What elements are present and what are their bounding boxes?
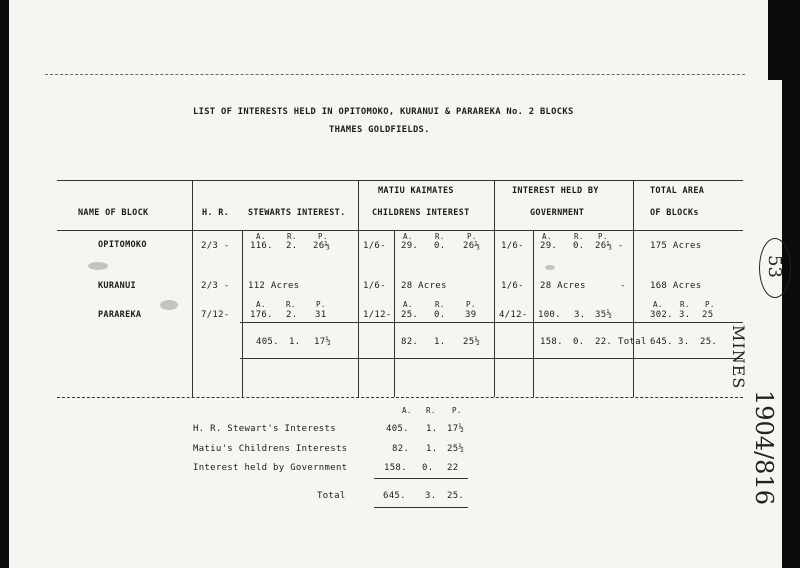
row-pareka-matiu-a: 25. (401, 310, 419, 320)
scan-edge-left (0, 0, 9, 568)
col-divider-6 (533, 230, 534, 397)
mines-stamp: MINES (729, 325, 748, 390)
subtotal-gov-a: 158. (540, 337, 563, 347)
unit-a: A. (653, 300, 663, 309)
unit-r: R. (435, 300, 445, 309)
unit-a: A. (542, 232, 552, 241)
subtotal-matiu-a: 82. (401, 337, 419, 347)
scan-speck (160, 300, 178, 310)
table-top-rule (57, 180, 743, 181)
header-gov-1: INTEREST HELD BY (512, 186, 599, 196)
scan-edge-corner (768, 0, 782, 80)
subtotal-matiu-r: 1. (434, 337, 446, 347)
header-block: NAME OF BLOCK (78, 208, 149, 218)
row-kuranui-block: KURANUI (98, 281, 136, 291)
document-title: LIST OF INTERESTS HELD IN OPITOMOKO, KURANUI & PARAREKA No. 2 BLOCKS (193, 107, 574, 117)
summary-total-p: 25. (447, 491, 465, 501)
row-opitomoko-matiu-frac: 1/6- (363, 241, 386, 251)
row-pareka-stewart-frac: 7/12- (201, 310, 230, 320)
row-pareka-total-p: 25 (702, 310, 714, 320)
unit-r: R. (574, 232, 584, 241)
col-divider-3 (358, 180, 359, 397)
row-kuranui-gov-dash: - (620, 281, 626, 291)
summary-unit-p: P. (452, 406, 462, 415)
unit-a: A. (256, 300, 266, 309)
col-divider-2 (242, 230, 243, 397)
unit-p: P. (316, 300, 326, 309)
subtotal-stewart-r: 1. (289, 337, 301, 347)
header-total-2: OF BLOCKs (650, 208, 699, 218)
col-divider-1 (192, 180, 193, 397)
subtotal-bottom-rule (240, 358, 743, 359)
subtotal-stewart-p: 17½ (314, 337, 332, 347)
row-kuranui-gov-frac: 1/6- (501, 281, 524, 291)
header-matiu-1: MATIU KAIMATES (378, 186, 454, 196)
subtotal-gov-r: 0. (573, 337, 585, 347)
subtotal-stewart-a: 405. (256, 337, 279, 347)
row-opitomoko-matiu-p: 26⅓ (463, 241, 481, 251)
top-fold-line (45, 74, 745, 75)
summary-matiu-r: 1. (426, 444, 438, 454)
row-kuranui-matiu-frac: 1/6- (363, 281, 386, 291)
summary-gov-p: 22 (447, 463, 459, 473)
row-opitomoko-matiu-r: 0. (434, 241, 446, 251)
unit-a: A. (403, 232, 413, 241)
row-pareka-gov-p: 35½ (595, 310, 613, 320)
subtotal-total-a: 645. (650, 337, 673, 347)
row-kuranui-matiu-value: 28 Acres (401, 281, 447, 291)
unit-a: A. (403, 300, 413, 309)
row-opitomoko-gov-p: 26⅓ - (595, 241, 624, 251)
subtotal-total-label: Total (618, 337, 647, 347)
row-pareka-total-a: 302. (650, 310, 673, 320)
unit-p: P. (466, 300, 476, 309)
col-divider-5 (494, 180, 495, 397)
col-divider-4 (394, 230, 395, 397)
row-opitomoko-gov-r: 0. (573, 241, 585, 251)
summary-matiu-label: Matiu's Childrens Interests (193, 444, 348, 454)
summary-total-rule-bottom (374, 507, 468, 508)
subtotal-total-p: 25. (700, 337, 718, 347)
header-hr: H. R. (202, 208, 230, 218)
summary-stewart-label: H. R. Stewart's Interests (193, 424, 336, 434)
summary-stewart-p: 17½ (447, 424, 465, 434)
summary-gov-label: Interest held by Government (193, 463, 348, 473)
row-opitomoko-total: 175 Acres (650, 241, 702, 251)
reference-number-stamp: 1904/816 (750, 390, 778, 505)
row-pareka-stewart-a: 176. (250, 310, 273, 320)
row-opitomoko-stewart-r: 2. (286, 241, 298, 251)
row-opitomoko-gov-a: 29. (540, 241, 558, 251)
row-pareka-matiu-frac: 1/12- (363, 310, 392, 320)
document-subtitle: THAMES GOLDFIELDS. (329, 125, 430, 135)
summary-total-a: 645. (383, 491, 406, 501)
table-bottom-rule (57, 397, 743, 398)
header-stewart: STEWARTS INTEREST. (248, 208, 346, 218)
header-total-1: TOTAL AREA (650, 186, 705, 196)
row-pareka-matiu-r: 0. (434, 310, 446, 320)
unit-a: A. (256, 232, 266, 241)
scan-speck (545, 265, 555, 270)
unit-r: R. (286, 300, 296, 309)
header-gov-2: GOVERNMENT (530, 208, 585, 218)
subtotal-gov-p: 22. (595, 337, 613, 347)
row-opitomoko-stewart-frac: 2/3 - (201, 241, 230, 251)
summary-total-r: 3. (425, 491, 437, 501)
subtotal-rule (240, 322, 743, 323)
row-pareka-gov-r: 3. (574, 310, 586, 320)
summary-matiu-p: 25½ (447, 444, 465, 454)
row-pareka-gov-a: 100. (538, 310, 561, 320)
row-kuranui-stewart-value: 112 Acres (248, 281, 300, 291)
subtotal-total-r: 3. (678, 337, 690, 347)
circled-number-text: 53 (764, 255, 785, 278)
col-divider-7 (633, 180, 634, 397)
header-matiu-2: CHILDRENS INTEREST (372, 208, 470, 218)
row-pareka-gov-frac: 4/12- (499, 310, 528, 320)
summary-matiu-a: 82. (392, 444, 410, 454)
summary-stewart-r: 1. (426, 424, 438, 434)
row-kuranui-total: 168 Acres (650, 281, 702, 291)
row-kuranui-stewart-frac: 2/3 - (201, 281, 230, 291)
scan-speck (88, 262, 108, 270)
row-pareka-stewart-p: 31 (315, 310, 327, 320)
row-opitomoko-block: OPITOMOKO (98, 240, 147, 250)
summary-total-label: Total (317, 491, 346, 501)
unit-r: R. (680, 300, 690, 309)
unit-r: R. (287, 232, 297, 241)
summary-stewart-a: 405. (386, 424, 409, 434)
unit-p: P. (318, 232, 328, 241)
unit-r: R. (435, 232, 445, 241)
unit-p: P. (598, 232, 608, 241)
header-rule (57, 230, 743, 231)
row-pareka-block: PARAREKA (98, 310, 142, 320)
summary-gov-r: 0. (422, 463, 434, 473)
summary-unit-a: A. (402, 406, 412, 415)
summary-gov-a: 158. (384, 463, 407, 473)
row-opitomoko-gov-frac: 1/6- (501, 241, 524, 251)
row-pareka-matiu-p: 39 (465, 310, 477, 320)
unit-p: P. (705, 300, 715, 309)
summary-total-rule-top (374, 478, 468, 479)
subtotal-matiu-p: 25½ (463, 337, 481, 347)
summary-unit-r: R. (426, 406, 436, 415)
row-kuranui-gov-value: 28 Acres (540, 281, 586, 291)
row-opitomoko-stewart-a: 116. (250, 241, 273, 251)
row-pareka-total-r: 3. (679, 310, 691, 320)
row-opitomoko-stewart-p: 26⅓ (313, 241, 331, 251)
row-pareka-stewart-r: 2. (286, 310, 298, 320)
row-opitomoko-matiu-a: 29. (401, 241, 419, 251)
unit-p: P. (467, 232, 477, 241)
